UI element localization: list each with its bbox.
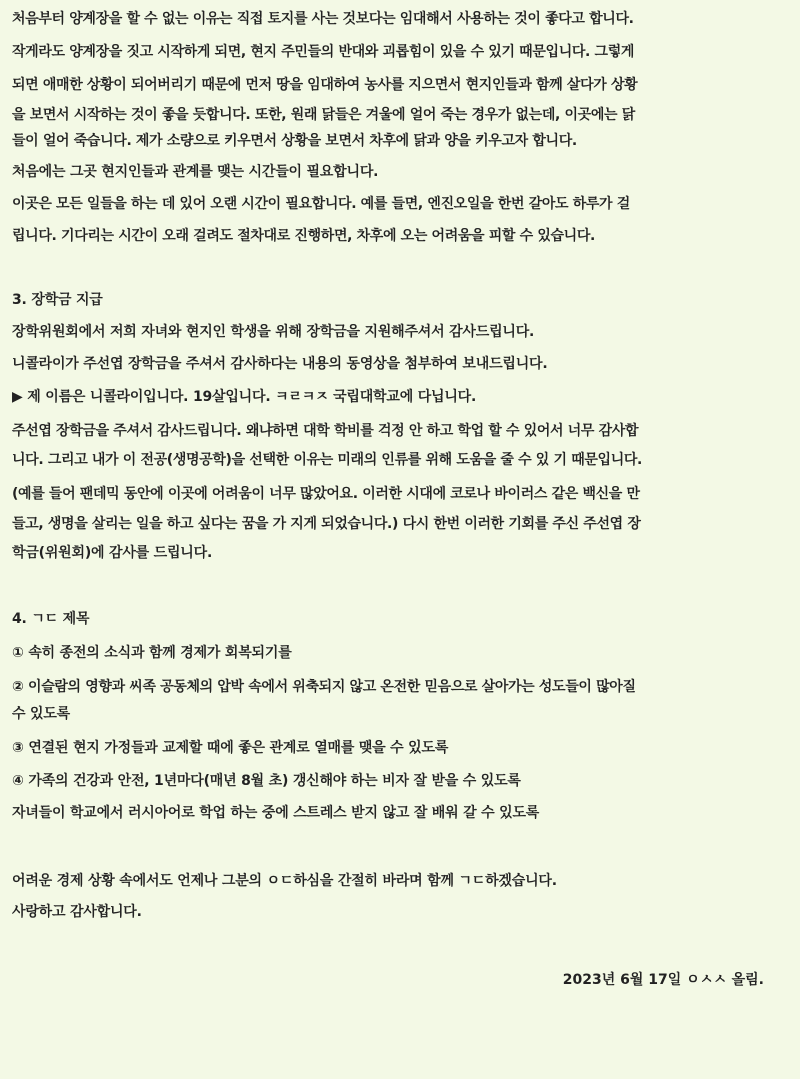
section3-line: 주선엽 장학금을 주셔서 감사드립니다. 왜냐하면 대학 학비를 걱정 안 하고 학업 할 수 있어서 너무 감사합 — [12, 423, 639, 439]
section3-line: 니다. 그리고 내가 이 전공(생명공학)을 선택한 이유는 미래의 인류를 위해 도움을 줄 수 있 기 때문입니다. — [12, 452, 643, 468]
section4-heading: 4. ㄱㄷ 제목 — [12, 611, 90, 627]
signature-line: 2023년 6월 17일 ㅇㅅㅅ 올림. — [562, 972, 764, 988]
intro-line: 처음부터 양계장을 할 수 없는 이유는 직접 토지를 사는 것보다는 임대해서 사용하는 것이 좋다고 합니다. — [12, 11, 634, 27]
closing-line: 사랑하고 감사합니다. — [12, 904, 142, 920]
section4-line: ① 속히 종전의 소식과 함께 경제가 회복되기를 — [12, 645, 292, 661]
intro-line: 을 보면서 시작하는 것이 좋을 듯합니다. 또한, 원래 닭들은 겨울에 얼어 죽는 경우가 없는데, 이곳에는 닭 — [12, 107, 635, 123]
section4-line: ④ 가족의 건강과 안전, 1년마다(매년 8월 초) 갱신해야 하는 비자 잘 받을 수 있도록 — [12, 773, 521, 789]
closing-line: 어려운 경제 상황 속에서도 언제나 그분의 ㅇㄷ하심을 간절히 바라며 함께 ㄱㄷ하겠습니다. — [12, 873, 557, 889]
section3-line: 장학위원회에서 저희 자녀와 현지인 학생을 위해 장학금을 지원해주셔서 감사드립니다. — [12, 324, 535, 340]
intro-line: 들이 얼어 죽습니다. 제가 소량으로 키우면서 상황을 보면서 차후에 닭과 양을 키우고자 합니다. — [12, 133, 577, 149]
intro-line: 처음에는 그곳 현지인들과 관계를 맺는 시간들이 필요합니다. — [12, 164, 379, 180]
section3-line: 학금(위원회)에 감사를 드립니다. — [12, 545, 213, 561]
intro-line: 이곳은 모든 일들을 하는 데 있어 오랜 시간이 필요합니다. 예를 들면, 엔진오일을 한번 갈아도 하루가 걸 — [12, 196, 630, 212]
intro-line: 되면 애매한 상황이 되어버리기 때문에 먼저 땅을 임대하여 농사를 지으면서 현지인들과 함께 살다가 상황 — [12, 77, 638, 93]
intro-line: 립니다. 기다리는 시간이 오래 걸려도 절차대로 진행하면, 차후에 오는 어려움을 피할 수 있습니다. — [12, 228, 595, 244]
section4-line: ③ 연결된 현지 가정들과 교제할 때에 좋은 관계로 열매를 맺을 수 있도록 — [12, 740, 449, 756]
section3-line: 들고, 생명을 살리는 일을 하고 싶다는 꿈을 가 지게 되었습니다.) 다시 한번 이러한 기회를 주신 주선엽 장 — [12, 516, 641, 532]
section3-line: 니콜라이가 주선엽 장학금을 주셔서 감사하다는 내용의 동영상을 첨부하여 보내드립니다. — [12, 356, 548, 372]
section3-heading: 3. 장학금 지급 — [12, 292, 103, 308]
section4-line: 자녀들이 학교에서 러시아어로 학업 하는 중에 스트레스 받지 않고 잘 배워 갈 수 있도록 — [12, 805, 540, 821]
section4-line: ② 이슬람의 영향과 씨족 공동체의 압박 속에서 위축되지 않고 온전한 믿음으로 살아가는 성도들이 많아질 — [12, 679, 636, 695]
section4-line: 수 있도록 — [12, 706, 70, 722]
section3-line: (예를 들어 팬데믹 동안에 이곳에 어려움이 너무 많았어요. 이러한 시대에 코로나 바이러스 같은 백신을 만 — [12, 486, 640, 502]
section3-line: ▶ 제 이름은 니콜라이입니다. 19살입니다. ㅋㄹㅋㅈ 국립대학교에 다닙니다. — [12, 389, 477, 405]
intro-line: 작게라도 양계장을 짓고 시작하게 되면, 현지 주민들의 반대와 괴롭힘이 있을 수 있기 때문입니다. 그렇게 — [12, 44, 635, 60]
